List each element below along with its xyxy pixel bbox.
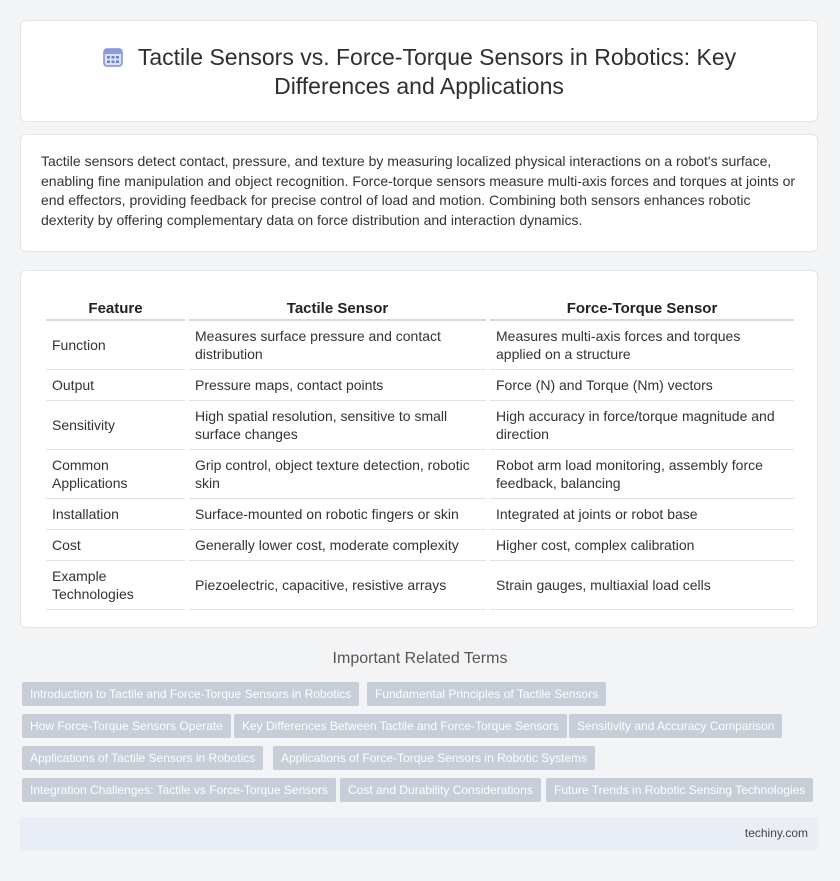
related-term-tag[interactable]: Cost and Durability Considerations [340,778,541,802]
force-torque-cell: Integrated at joints or robot base [490,499,794,530]
page-title [21,43,817,101]
feature-cell: Installation [46,499,185,530]
header-tactile: Tactile Sensor [189,295,486,321]
table-row [46,499,794,530]
tactile-cell: Pressure maps, contact points [189,370,486,401]
related-term-tag[interactable]: Key Differences Between Tactile and Force-Torque Sensors [234,714,567,738]
table-row [46,321,794,370]
related-term-tag[interactable]: Introduction to Tactile and Force-Torque Sensors in Robotics [22,682,359,706]
related-term-tag[interactable]: Sensitivity and Accuracy Comparison [569,714,782,738]
title-line-2: Differences and Applications [274,73,564,99]
force-torque-cell: High accuracy in force/torque magnitude and direction [490,401,794,450]
feature-cell: Common Applications [46,450,185,499]
related-term-tag[interactable]: Integration Challenges: Tactile vs Force-Torque Sensors [22,778,336,802]
comparison-table-card [20,270,818,628]
feature-cell: Function [46,321,185,370]
title-card [20,20,818,122]
tactile-cell: Grip control, object texture detection, robotic skin [189,450,486,499]
footer [20,817,818,850]
feature-cell: Example Technologies [46,561,185,610]
force-torque-cell: Robot arm load monitoring, assembly force feedback, balancing [490,450,794,499]
feature-cell: Output [46,370,185,401]
title-line-1: Tactile Sensors vs. Force-Torque Sensors in Robotics: Key [137,44,737,70]
feature-cell: Cost [46,530,185,561]
force-torque-cell: Measures multi-axis forces and torques applied on a structure [490,321,794,370]
calendar-grid-icon [102,46,124,68]
table-row [46,450,794,499]
tactile-cell: Surface-mounted on robotic fingers or skin [189,499,486,530]
table-row [46,561,794,610]
related-term-tag[interactable]: Fundamental Principles of Tactile Sensors [367,682,606,706]
comparison-table [42,295,798,610]
table-row [46,401,794,450]
table-row [46,370,794,401]
force-torque-cell: Higher cost, complex calibration [490,530,794,561]
table-header-row [46,295,794,321]
tactile-cell: High spatial resolution, sensitive to small surface changes [189,401,486,450]
related-terms-title: Important Related Terms [332,650,508,667]
tactile-cell: Generally lower cost, moderate complexity [189,530,486,561]
related-term-tag[interactable]: Applications of Force-Torque Sensors in Robotic Systems [273,746,595,770]
related-term-tag[interactable]: How Force-Torque Sensors Operate [22,714,231,738]
related-term-tag[interactable]: Applications of Tactile Sensors in Robotics [22,746,263,770]
header-feature: Feature [46,295,185,321]
force-torque-cell: Strain gauges, multiaxial load cells [490,561,794,610]
tactile-cell: Piezoelectric, capacitive, resistive arrays [189,561,486,610]
feature-cell: Sensitivity [46,401,185,450]
related-term-tag[interactable]: Future Trends in Robotic Sensing Technologies [546,778,813,802]
footer-site-link[interactable]: techiny.com [744,826,808,840]
table-row [46,530,794,561]
intro-card [20,134,818,252]
intro-paragraph: Tactile sensors detect contact, pressure, and texture by measuring localized physical interactions on a robot's surface, enabling fine manipulation and object recognition. Force-torque sensors measure multi-axis forces and torques at joints or end effectors, providing feedback for precise control of load and motion. Combining both sensors enhances robotic dexterity by offering complementary data on force distribution and interaction dynamics. [41,153,796,228]
force-torque-cell: Force (N) and Torque (Nm) vectors [490,370,794,401]
header-force-torque: Force-Torque Sensor [490,295,794,321]
tactile-cell: Measures surface pressure and contact distribution [189,321,486,370]
